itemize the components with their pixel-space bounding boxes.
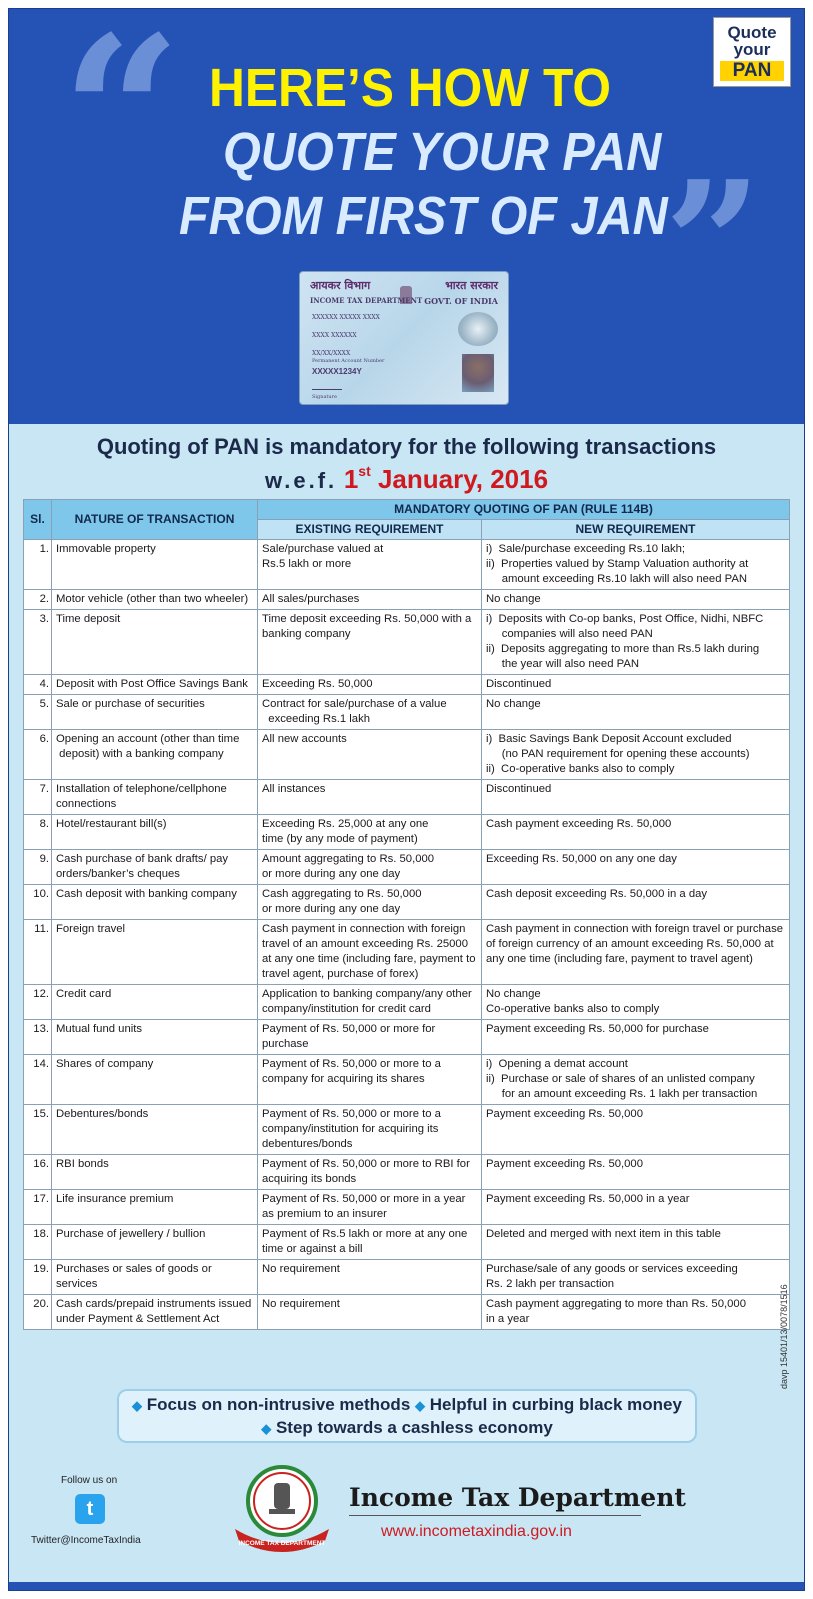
date-text [344, 464, 548, 494]
card-dob: XX/XX/XXXX [312, 350, 351, 357]
date-day: 1 [343, 464, 359, 494]
col-new-header: NEW REQUIREMENT [482, 520, 790, 540]
advertisement-page [8, 0, 805, 1591]
card-dept: INCOME TAX DEPARTMENT [310, 296, 423, 305]
table-row [24, 1260, 790, 1295]
row-new: Payment exceeding Rs. 50,000 for purchase [482, 1020, 790, 1055]
table-row [24, 850, 790, 885]
badge-line1: Quote [727, 23, 777, 42]
benefits-box [117, 1389, 697, 1443]
table-body [24, 540, 790, 1330]
row-nature: RBI bonds [52, 1155, 258, 1190]
title-line1: HERE’S HOW TO [209, 58, 612, 118]
follow-us-label: Follow us on [61, 1475, 118, 1486]
row-existing: Time deposit exceeding Rs. 50,000 with a banking company [258, 610, 482, 675]
row-new: Deleted and merged with next item in this table [482, 1225, 790, 1260]
table-row [24, 920, 790, 985]
card-hindi-govt: भारत सरकार [445, 279, 498, 292]
row-new: Discontinued [482, 780, 790, 815]
divider [349, 1515, 641, 1516]
quote-your-pan-badge [713, 17, 791, 87]
davp-code [779, 1259, 795, 1389]
row-existing: All new accounts [258, 730, 482, 780]
row-sl: 10. [24, 885, 52, 920]
bottom-bar [9, 1582, 804, 1590]
row-nature: Credit card [52, 985, 258, 1020]
row-new: Cash deposit exceeding Rs. 50,000 in a day [482, 885, 790, 920]
row-existing: Exceeding Rs. 25,000 at any one time (by any mode of payment) [258, 815, 482, 850]
table-row [24, 695, 790, 730]
website-link[interactable]: www.incometaxindia.gov.in [381, 1523, 572, 1540]
table-row [24, 1105, 790, 1155]
open-quote-mark: “ [61, 0, 182, 237]
col-nature-header: NATURE OF TRANSACTION [52, 500, 258, 540]
row-nature: Installation of telephone/cellphone connections [52, 780, 258, 815]
row-sl: 11. [24, 920, 52, 985]
row-sl: 5. [24, 695, 52, 730]
department-seal-icon [227, 1459, 337, 1555]
row-sl: 3. [24, 610, 52, 675]
row-nature: Hotel/restaurant bill(s) [52, 815, 258, 850]
row-sl: 8. [24, 815, 52, 850]
subheading: Quoting of PAN is mandatory for the following transactions [96, 434, 717, 459]
row-sl: 12. [24, 985, 52, 1020]
row-existing: Payment of Rs. 50,000 or more for purchase [258, 1020, 482, 1055]
diamond-icon: ◆ [415, 1398, 426, 1413]
pan-card-image [299, 271, 509, 405]
card-pan-number: XXXXX1234Y [312, 367, 362, 376]
date-rest: January, 2016 [377, 464, 549, 494]
row-nature: Shares of company [52, 1055, 258, 1105]
table-row [24, 610, 790, 675]
card-pan-label: Permanent Account Number [312, 358, 385, 364]
row-nature: Sale or purchase of securities [52, 695, 258, 730]
row-nature: Mutual fund units [52, 1020, 258, 1055]
row-sl: 15. [24, 1105, 52, 1155]
card-photo [462, 354, 494, 392]
badge-pan: PAN [720, 61, 784, 81]
close-quote-mark: ” [664, 144, 762, 344]
department-name: Income Tax Department [349, 1483, 686, 1512]
row-new: Exceeding Rs. 50,000 on any one day [482, 850, 790, 885]
row-sl: 20. [24, 1295, 52, 1330]
row-existing: Exceeding Rs. 50,000 [258, 675, 482, 695]
row-sl: 2. [24, 590, 52, 610]
row-new: Payment exceeding Rs. 50,000 in a year [482, 1190, 790, 1225]
row-new: i) Sale/purchase exceeding Rs.10 lakh; ii) Properties valued by Stamp Valuation authority at amount exceeding Rs.10 lakh will also need PAN [482, 540, 790, 590]
table-row [24, 985, 790, 1020]
row-nature: Time deposit [52, 610, 258, 675]
diamond-icon: ◆ [132, 1398, 143, 1413]
table-row [24, 780, 790, 815]
row-existing: Amount aggregating to Rs. 50,000 or more during any one day [258, 850, 482, 885]
wef-label: w.e.f. [264, 468, 338, 493]
hologram-icon [458, 312, 498, 346]
card-govt: GOVT. OF INDIA [424, 296, 498, 306]
signature-icon [312, 380, 342, 390]
row-sl: 14. [24, 1055, 52, 1105]
col-sl-header: Sl. [24, 500, 52, 540]
badge-line2: your [733, 40, 771, 59]
row-sl: 19. [24, 1260, 52, 1295]
row-nature: Purchases or sales of goods or services [52, 1260, 258, 1295]
col-group-header: MANDATORY QUOTING OF PAN (RULE 114B) [258, 500, 790, 520]
row-existing: No requirement [258, 1260, 482, 1295]
card-name: XXXXXX XXXXX XXXX [312, 314, 380, 321]
table-row [24, 815, 790, 850]
row-existing: Cash aggregating to Rs. 50,000 or more during any one day [258, 885, 482, 920]
row-new: Payment exceeding Rs. 50,000 [482, 1105, 790, 1155]
twitter-handle[interactable]: Twitter@IncomeTaxIndia [31, 1535, 141, 1546]
row-new: Payment exceeding Rs. 50,000 [482, 1155, 790, 1190]
row-sl: 1. [24, 540, 52, 590]
row-new: No change Co-operative banks also to comply [482, 985, 790, 1020]
table-row [24, 590, 790, 610]
effective-date [9, 463, 804, 495]
row-existing: Cash payment in connection with foreign travel of an amount exceeding Rs. 25000 at any one time (including fare, payment to travel agent, purchase of forex) [258, 920, 482, 985]
title-line2: QUOTE YOUR PAN [223, 122, 662, 182]
pan-transactions-table [23, 499, 790, 1330]
davp-text: davp 15401/13/0078/1516 [779, 1284, 789, 1389]
row-sl: 7. [24, 780, 52, 815]
title-line3: FROM FIRST OF JAN [179, 186, 668, 246]
twitter-icon[interactable]: t [75, 1494, 105, 1524]
card-father-name: XXXX XXXXXX [312, 332, 357, 339]
row-nature: Debentures/bonds [52, 1105, 258, 1155]
diamond-icon: ◆ [261, 1421, 272, 1436]
row-sl: 9. [24, 850, 52, 885]
card-hindi-dept: आयकर विभाग [310, 279, 371, 292]
row-existing: All sales/purchases [258, 590, 482, 610]
row-new: Purchase/sale of any goods or services exceeding Rs. 2 lakh per transaction [482, 1260, 790, 1295]
row-existing: Payment of Rs. 50,000 or more in a year as premium to an insurer [258, 1190, 482, 1225]
row-new: No change [482, 695, 790, 730]
table-row [24, 1155, 790, 1190]
row-existing: Application to banking company/any other company/institution for credit card [258, 985, 482, 1020]
row-nature: Purchase of jewellery / bullion [52, 1225, 258, 1260]
row-existing: Payment of Rs. 50,000 or more to RBI for acquiring its bonds [258, 1155, 482, 1190]
table-row [24, 885, 790, 920]
row-sl: 6. [24, 730, 52, 780]
row-nature: Cash deposit with banking company [52, 885, 258, 920]
table-row [24, 1190, 790, 1225]
row-existing: Contract for sale/purchase of a value exceeding Rs.1 lakh [258, 695, 482, 730]
row-nature: Opening an account (other than time deposit) with a banking company [52, 730, 258, 780]
table-row [24, 730, 790, 780]
row-existing: Sale/purchase valued at Rs.5 lakh or more [258, 540, 482, 590]
row-new: Cash payment in connection with foreign travel or purchase of foreign currency of an amount exceeding Rs. 50,000 at any one time (including fare, payment to travel agent) [482, 920, 790, 985]
row-existing: All instances [258, 780, 482, 815]
row-existing: No requirement [258, 1295, 482, 1330]
header-banner [9, 0, 804, 424]
row-sl: 17. [24, 1190, 52, 1225]
row-nature: Cash purchase of bank drafts/ pay orders/banker’s cheques [52, 850, 258, 885]
row-existing: Payment of Rs.5 lakh or more at any one time or against a bill [258, 1225, 482, 1260]
row-new: No change [482, 590, 790, 610]
row-sl: 16. [24, 1155, 52, 1190]
col-existing-header: EXISTING REQUIREMENT [258, 520, 482, 540]
row-nature: Life insurance premium [52, 1190, 258, 1225]
card-signature-label: Signature [312, 394, 338, 400]
table-row [24, 1295, 790, 1330]
row-new: i) Opening a demat account ii) Purchase or sale of shares of an unlisted company for an amount exceeding Rs. 1 lakh per transaction [482, 1055, 790, 1105]
table-row [24, 1055, 790, 1105]
row-nature: Deposit with Post Office Savings Bank [52, 675, 258, 695]
seal-text: INCOME TAX DEPARTMENT [238, 1540, 326, 1547]
footer [9, 1449, 804, 1590]
row-new: i) Basic Savings Bank Deposit Account excluded (no PAN requirement for opening these accounts) ii) Co-operative banks also to comply [482, 730, 790, 780]
benefit-2: Helpful in curbing black money [429, 1395, 682, 1414]
row-sl: 13. [24, 1020, 52, 1055]
row-existing: Payment of Rs. 50,000 or more to a company for acquiring its shares [258, 1055, 482, 1105]
row-new: Discontinued [482, 675, 790, 695]
row-nature: Motor vehicle (other than two wheeler) [52, 590, 258, 610]
benefit-3: Step towards a cashless economy [275, 1418, 553, 1437]
row-nature: Foreign travel [52, 920, 258, 985]
benefit-1: Focus on non-intrusive methods [146, 1395, 411, 1414]
date-suffix: st [358, 463, 371, 479]
row-nature: Immovable property [52, 540, 258, 590]
row-new: i) Deposits with Co-op banks, Post Office, Nidhi, NBFC companies will also need PAN ii) Deposits aggregating to more than Rs.5 lakh during the year will also need PAN [482, 610, 790, 675]
table-row [24, 675, 790, 695]
table-row [24, 1020, 790, 1055]
row-sl: 4. [24, 675, 52, 695]
table-row [24, 1225, 790, 1260]
row-nature: Cash cards/prepaid instruments issued under Payment & Settlement Act [52, 1295, 258, 1330]
row-existing: Payment of Rs. 50,000 or more to a company/institution for acquiring its debentures/bonds [258, 1105, 482, 1155]
row-new: Cash payment aggregating to more than Rs. 50,000 in a year [482, 1295, 790, 1330]
row-new: Cash payment exceeding Rs. 50,000 [482, 815, 790, 850]
table-row [24, 540, 790, 590]
row-sl: 18. [24, 1225, 52, 1260]
